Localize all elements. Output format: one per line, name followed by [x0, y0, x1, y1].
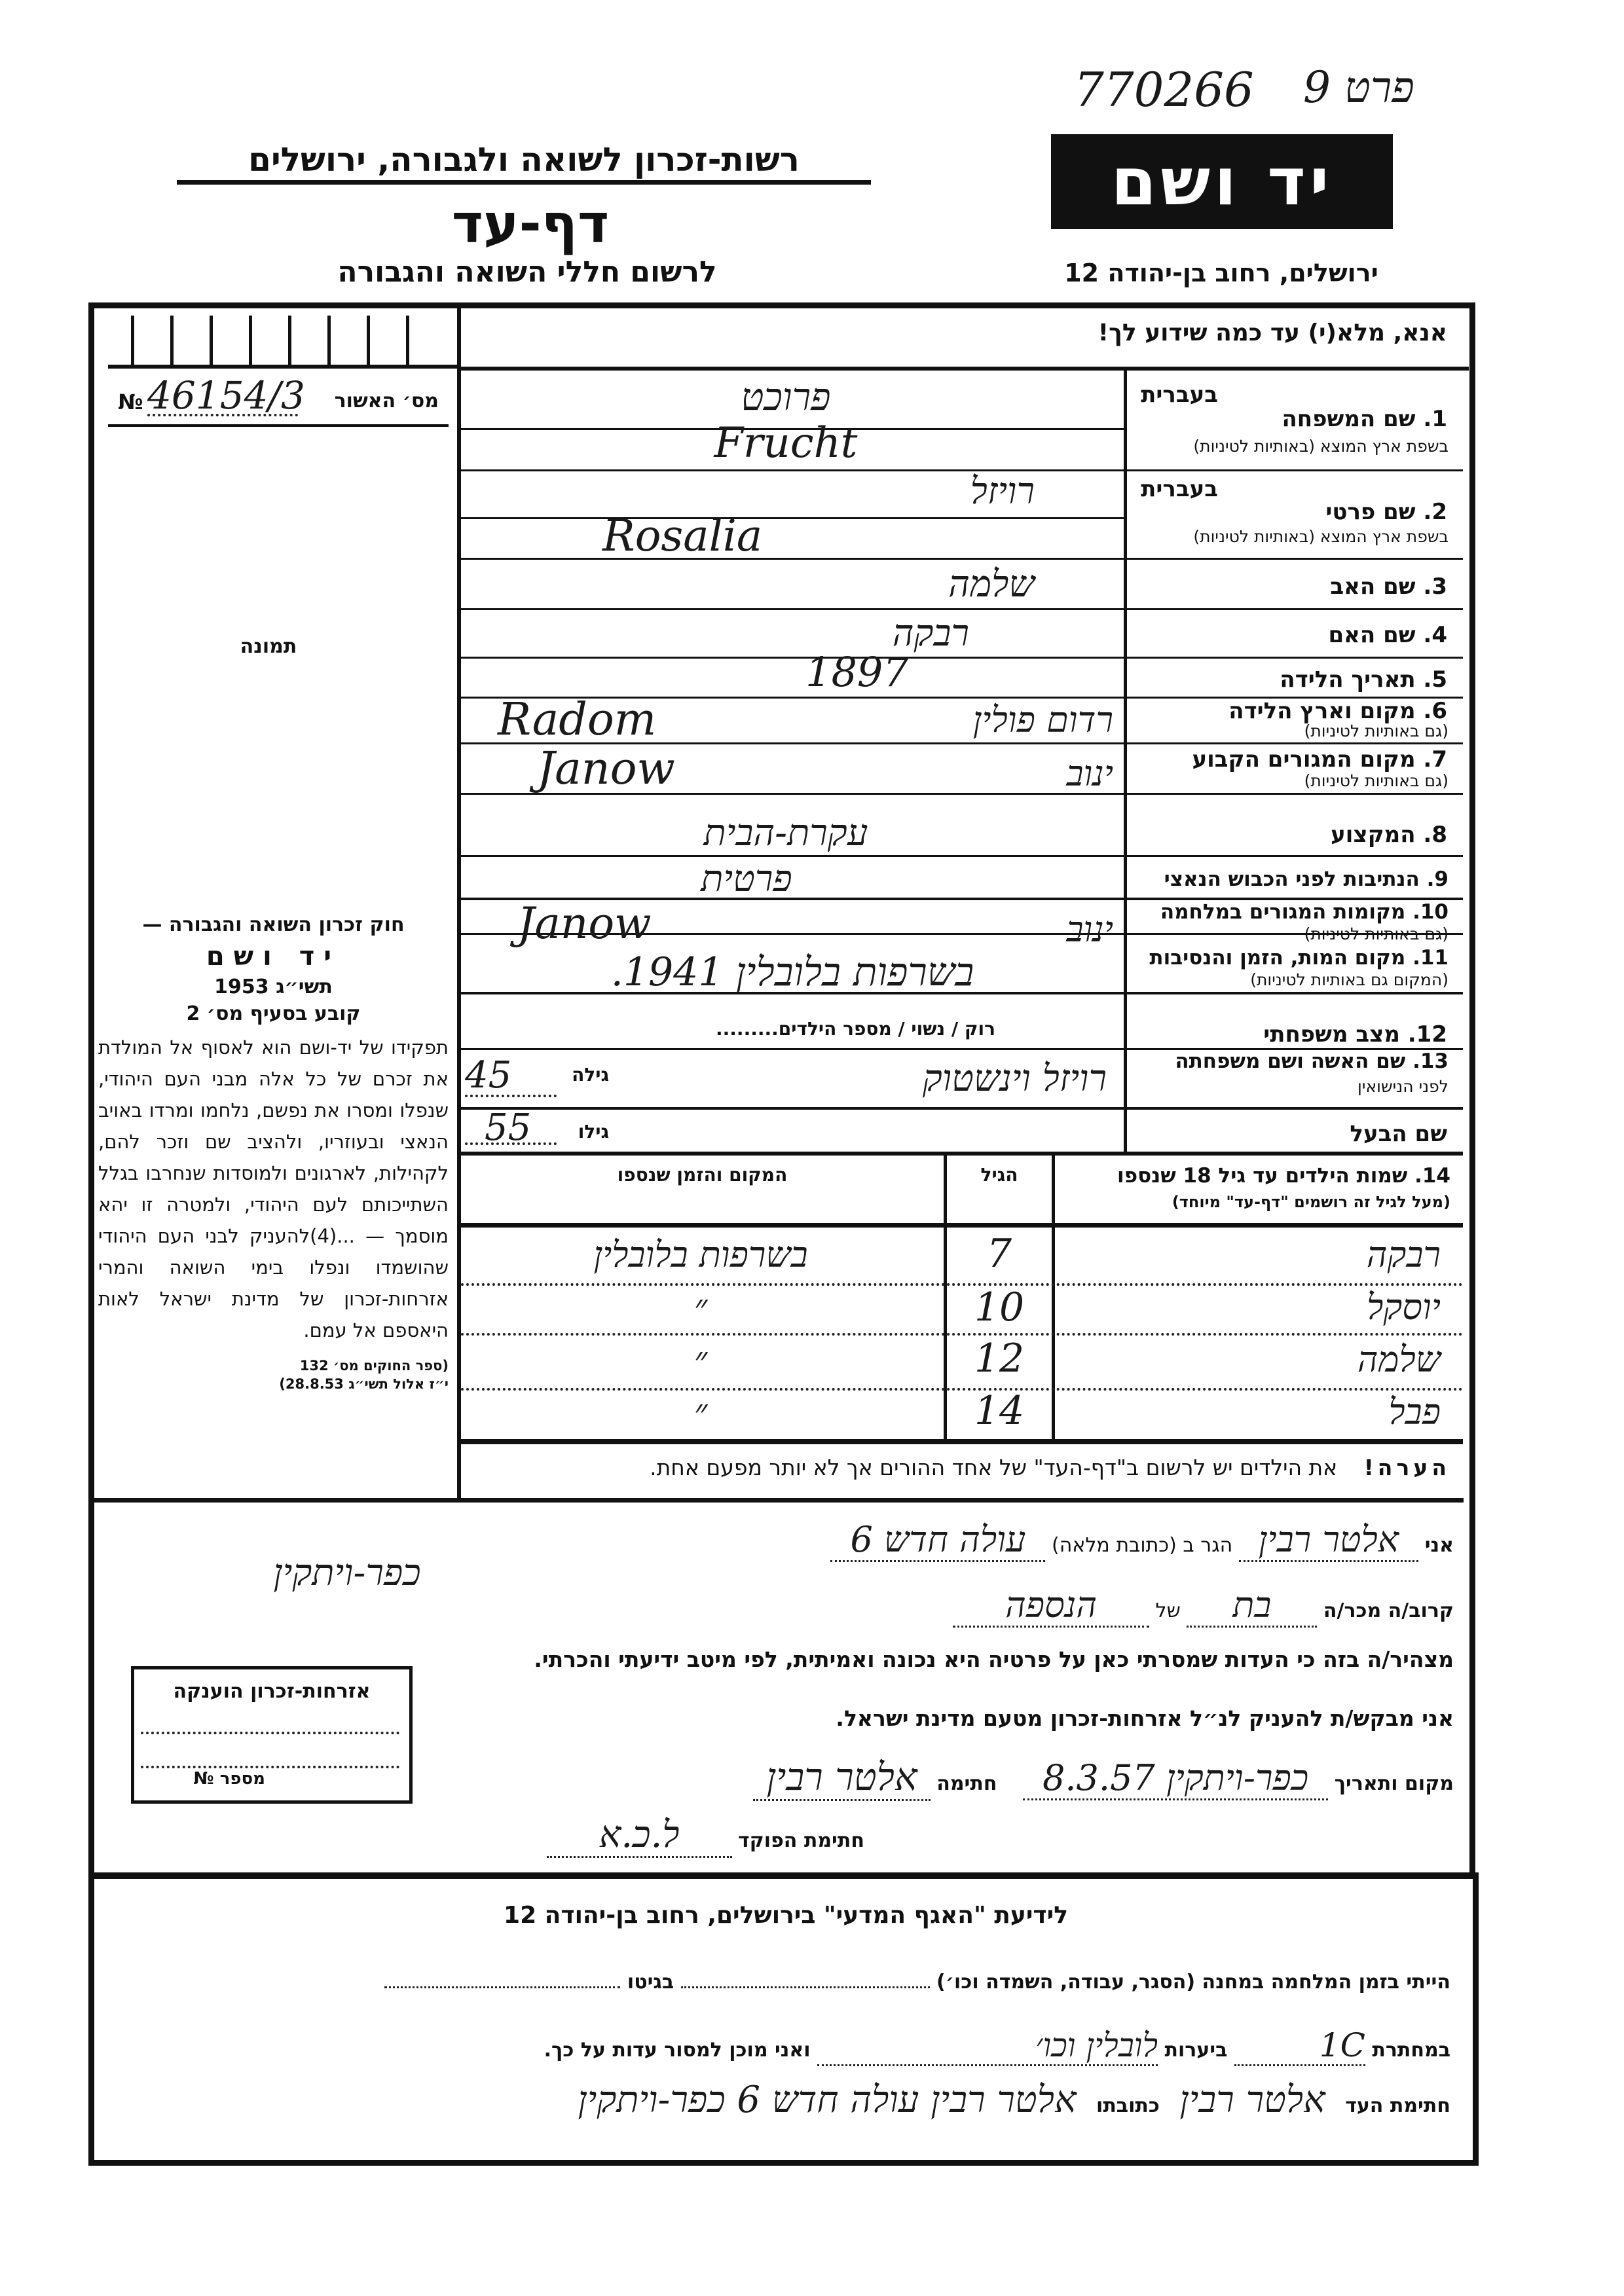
photo-label: תמונה [240, 635, 297, 658]
header-rule [177, 180, 871, 185]
address: ירושלים, רחוב בן-יהודה 12 [1064, 259, 1378, 287]
approval-no-sign: № [118, 390, 143, 414]
child-age: 10 [974, 1285, 1025, 1330]
law-body: תפקידו של יד-ושם הוא לאסוף אל המולדת את זכרם של כל אלה מבני העם היהודי, שנפלו ומסרו את נפשם, נלחמו ומרדו באויב הנאצי ובעוזריו, ולהציב שם וזכר להם, לקהילות, לארגונים ולמוסדות שנחרבו בגלל השתייכותם לעם היהודי, ולמטרה זו יהא מוסמך — ...(4)להעניק לבני העם היהודי שהושמדו ונפלו בימי השואה והמרי אזרחות-זכרון של מדינת ישראל לאות היאספם אל עמם. [98, 1036, 449, 1341]
no-sign: № [193, 1769, 214, 1789]
testimony-offer: ואני מוכן למסור עדות על כך. [544, 2039, 811, 2062]
yad-vashem-logo [1051, 134, 1393, 229]
witness-signature-label: חתימת העד [1345, 2094, 1450, 2117]
pre-war-status-value: פרטית [701, 858, 792, 900]
child-age: 14 [974, 1388, 1025, 1434]
husband-age: 55 [485, 1106, 532, 1149]
children-sub: (מעל לגיל זה רושמים "דף-עד" מיוחד) [1172, 1193, 1450, 1211]
lives-label: הגר ב (כתובת מלאה) [1052, 1534, 1233, 1557]
underground-value: 1C [1234, 2026, 1365, 2066]
declarant-line [471, 1519, 1454, 1560]
declaration-statement: מצהיר/ה בזה כי העדות שמסרתי כאן על פרטיה היא נכונה ואמיתית, לפי מיטב ידיעתי והכרתי. [534, 1647, 1454, 1672]
citizenship-number-label [147, 1769, 265, 1789]
residence-latin: Janow [537, 743, 675, 795]
forests-label: ביערות [1164, 2039, 1228, 2062]
camp-line [105, 1971, 1450, 1994]
label-death: 11. מקום המות, הזמן והנסיבות [1149, 946, 1449, 970]
law-name: יד ושם [206, 941, 341, 972]
label-family-name: 1. שם המשפחה [1282, 406, 1447, 432]
age-header: הגיל [980, 1164, 1018, 1186]
authority-name: רשות-זכרון לשואה ולגבורה, ירושלים [248, 141, 800, 179]
family-name-hebrew: פרוכט [741, 374, 831, 419]
law-heading: חוק זכרון השואה והגבורה — [142, 913, 405, 936]
of-value: הנספה [953, 1584, 1149, 1628]
child-age: 7 [986, 1231, 1012, 1277]
child-place: בשרפות בלובלין [593, 1234, 808, 1275]
wife-age: 45 [465, 1054, 512, 1097]
relation-label: קרוב/ה מכר/ה [1323, 1599, 1454, 1622]
approval-label: מס׳ האשור [334, 390, 439, 412]
label-column-divider [1124, 369, 1127, 1152]
label-birth-place: 6. מקום וארץ הלידה [1228, 698, 1447, 724]
declarant-address: עולה חדש 6 [830, 1519, 1045, 1562]
law-year: תשי״ג 1953 [214, 975, 333, 998]
page-title: דף-עד [451, 193, 610, 255]
label-profession: 8. המקצוע [1331, 822, 1447, 848]
label-residence-sub: (גם באותיות לטיניות) [1304, 771, 1449, 790]
label-wartime-residence-sub: (גם באותיות לטיניות) [1304, 924, 1449, 943]
place-date-label: מקום ותאריך [1334, 1772, 1454, 1795]
witness-signature: אלטר רבין [1179, 2079, 1325, 2121]
wife-maiden-name: רויזל וינשטוק [922, 1057, 1107, 1100]
law-source-1: (ספר החוקים מס׳ 132 [299, 1358, 449, 1374]
child-age: 12 [974, 1336, 1025, 1381]
label-wartime-residence: 10. מקומות המגורים במלחמה [1160, 900, 1449, 924]
label-wife-name: 13. שם האשה ושם משפחתה [1175, 1049, 1449, 1073]
archive-number: 770266 [1074, 62, 1254, 117]
label-death-sub: (המקום גם באותיות לטיניות) [1250, 970, 1449, 989]
witness-line [105, 2079, 1450, 2121]
label-first-name-sub: בשפת ארץ המוצא (באותיות לטיניות) [1193, 527, 1449, 546]
ghetto-label: בגיטו [627, 1971, 674, 1994]
declarant-name: אלטר רבין [1239, 1519, 1418, 1562]
citizenship-title: אזרחות-זכרון הוענקה [173, 1680, 371, 1703]
label-first-name: 2. שם פרטי [1325, 499, 1447, 525]
logo-text: יד ושם [1111, 143, 1333, 220]
witness-address: אלטר רבין עולה חדש 6 כפר-ויתקין [578, 2079, 1077, 2121]
wartime-residence-hebrew: ינוב [1066, 909, 1113, 950]
law-clause: קובע בסעיף מס׳ 2 [186, 1002, 361, 1025]
label-mother-name: 4. שם האם [1328, 622, 1447, 648]
children-label: 14. שמות הילדים עד גיל 18 שנספו [1117, 1164, 1450, 1188]
approval-number: 46154/3 [147, 373, 305, 418]
wartime-residence-latin: Janow [517, 898, 652, 949]
label-father-name: 3. שם האב [1330, 574, 1447, 600]
officer-signature: ל.כ.א [547, 1813, 732, 1858]
instruction: אנא, מלא(י) עד כמה שידוע לך! [1098, 319, 1447, 346]
birth-date: 1897 [805, 648, 909, 696]
camp-label: הייתי בזמן המלחמה במחנה (הסגר, עבודה, השמדה וכו׳) [936, 1971, 1450, 1994]
number-label: מספר [219, 1769, 265, 1789]
i-label: אני [1424, 1534, 1454, 1557]
in-hebrew-label: בעברית [1141, 476, 1218, 502]
first-name-hebrew: רויזל [970, 470, 1035, 513]
declarant-address-cont: כפר-ויתקין [273, 1552, 421, 1594]
birth-place-hebrew: רדום פולין [972, 699, 1113, 740]
first-name-latin: Rosalia [602, 511, 763, 561]
label-husband-name: שם הבעל [1350, 1121, 1447, 1147]
profession-value: עקרת-הבית [703, 812, 868, 854]
citizenship-request: אני מבקש/ת להעניק לנ״ל אזרחות-זכרון מטעם מדינת ישראל. [836, 1705, 1454, 1731]
child-name: רבקה [1366, 1234, 1441, 1275]
place-date-line [471, 1755, 1454, 1799]
place-date-value: כפר-ויתקין 8.3.57 [1023, 1757, 1328, 1800]
death-details: בשרפות בלובלין 1941. [610, 949, 974, 995]
wife-age-label: גילה [572, 1064, 609, 1085]
label-wife-name-sub: לפני הנישואין [1357, 1077, 1449, 1096]
of-label: של [1155, 1599, 1181, 1622]
child-place: ״ [693, 1391, 708, 1432]
page-subtitle: לרשום חללי השואה והגבורה [337, 255, 717, 289]
child-place: ״ [693, 1339, 708, 1380]
label-marital-status: 12. מצב משפחתי [1263, 1021, 1447, 1048]
law-source-2: י״ז אלול תשי״ג 28.8.53) [279, 1376, 449, 1392]
label-birth-place-sub: (גם באותיות לטיניות) [1304, 721, 1449, 740]
label-family-name-sub: בשפת ארץ המוצא (באותיות לטיניות) [1193, 437, 1449, 456]
label-birth-date: 5. תאריך הלידה [1280, 666, 1447, 693]
note-text: את הילדים יש לרשום ב"דף-העד" של אחד ההורים אך לא יותר מפעם אחת. [650, 1455, 1338, 1480]
label-residence: 7. מקום המגורים הקבוע [1192, 746, 1447, 773]
children-col-divider [1052, 1156, 1055, 1440]
forests-value: לובלין וכו׳ [817, 2026, 1158, 2066]
birth-place-latin: Radom [498, 694, 657, 746]
husband-age-label: גילו [578, 1121, 609, 1142]
child-place: ״ [693, 1286, 708, 1328]
underground-label: במחתרת [1372, 2039, 1450, 2062]
child-name: יוסקל [1367, 1286, 1441, 1328]
family-name-latin: Frucht [714, 419, 858, 467]
label-pre-war-status: 9. הנתיבות לפני הכבוש הנאצי [1164, 867, 1449, 891]
citizenship-box [131, 1666, 413, 1804]
underground-line [105, 2026, 1450, 2066]
child-name: פבל [1388, 1391, 1441, 1432]
child-name: שלמה [1357, 1339, 1441, 1380]
mother-name: רבקה [892, 612, 969, 655]
father-name: שלמה [948, 563, 1035, 606]
archive-page-label: פרט 9 [1303, 62, 1414, 113]
officer-line [471, 1813, 864, 1856]
left-column-divider [457, 308, 461, 1499]
place-header: המקום והזמן שנספו [617, 1164, 788, 1186]
residence-hebrew: ינוב [1066, 753, 1113, 794]
children-note [471, 1455, 1450, 1480]
declarant-signature: אלטר רבין [753, 1755, 930, 1801]
signature-label: חתימה [936, 1772, 997, 1795]
note-label: הערה! [1363, 1455, 1450, 1480]
relation-line [471, 1584, 1454, 1626]
marital-status-options: רוק / נשוי / מספר הילדים......... [716, 1018, 995, 1040]
officer-signature-label: חתימת הפוקד [738, 1829, 864, 1852]
relation-value: בת [1187, 1584, 1317, 1628]
in-hebrew-label: בעברית [1141, 382, 1218, 408]
law-excerpt [98, 913, 449, 1392]
rule [457, 367, 1469, 371]
witness-address-label: כתובתו [1096, 2094, 1160, 2117]
scientific-dept-title: לידיעת "האגף המדעי" בירושלים, רחוב בן-יהודה 12 [504, 1902, 1068, 1929]
